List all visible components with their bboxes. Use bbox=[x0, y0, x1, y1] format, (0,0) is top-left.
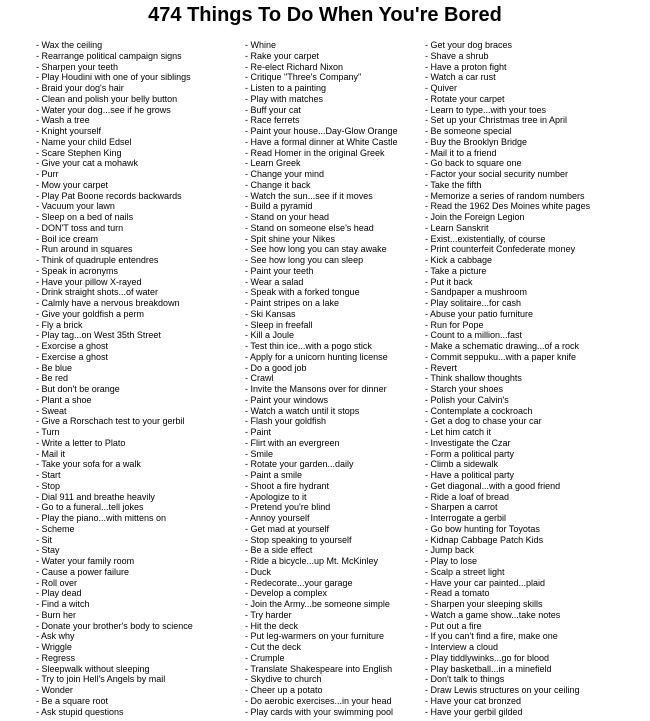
list-item: - Think of quadruple entendres bbox=[36, 255, 159, 265]
list-item: - Re-elect Richard Nixon bbox=[245, 61, 344, 72]
list-item: - Put out a fire bbox=[425, 620, 482, 631]
list-item: - Have your pillow X-rayed bbox=[36, 276, 142, 287]
list-item: - Speak with a forked tongue bbox=[245, 287, 360, 298]
list-item: - Watch a watch until it stops bbox=[245, 405, 360, 416]
list-item: - Play tag...on West 35th Street bbox=[36, 330, 161, 341]
list-item: - Dial 911 and breathe heavily bbox=[36, 491, 155, 502]
list-item: - Paint your teeth bbox=[245, 265, 314, 276]
list-item: - Purr bbox=[36, 169, 59, 179]
list-item: - Buy the Brooklyn Bridge bbox=[425, 136, 528, 147]
list-item: - Put it back bbox=[425, 276, 473, 287]
list-item: - Name your child Edsel bbox=[36, 136, 132, 147]
list-item: - Ski Kansas bbox=[245, 308, 296, 319]
list-item: - Get a dog to chase your car bbox=[425, 416, 542, 427]
list-item: - Stop bbox=[36, 480, 61, 491]
list-item: - Water your dog...see if he grows bbox=[36, 104, 171, 115]
list-item: - Play tiddlywinks...go for blood bbox=[425, 652, 550, 663]
list-item: - Paint your house...Day-Glow Orange bbox=[245, 126, 398, 136]
list-item: - Flirt with an evergreen bbox=[245, 437, 340, 448]
list-item: - Try to join Hell's Angels by mail bbox=[36, 674, 166, 685]
list-item: - Stand on someone else's head bbox=[245, 222, 374, 233]
list-item: - Scare Stephen King bbox=[36, 147, 122, 158]
list-item: - Shave a shrub bbox=[425, 50, 489, 61]
list-item: - Go to a funeral...tell jokes bbox=[36, 502, 144, 513]
list-item: - Rearrange political campaign signs bbox=[36, 50, 182, 61]
list-item: - Have a formal dinner at White Castle bbox=[245, 136, 398, 147]
list-item: - Mail it to a friend bbox=[425, 147, 497, 158]
list-item: - Spit shine your Nikes bbox=[245, 233, 336, 244]
list-item: - Wonder bbox=[36, 685, 73, 695]
list-item: - Learn to type...with your toes bbox=[425, 104, 547, 115]
list-item: - Stay bbox=[36, 545, 60, 556]
page-title: 474 Things To Do When You're Bored bbox=[148, 4, 502, 26]
list-item: - Translate Shakespeare into English bbox=[245, 663, 393, 674]
list-item: - Stand on your head bbox=[245, 212, 330, 222]
list-item: - Exercise a ghost bbox=[36, 351, 109, 362]
list-item: - Invite the Mansons over for dinner bbox=[245, 384, 387, 394]
list-item: - Sharpen your teeth bbox=[36, 61, 119, 72]
list-item: - Play Pat Boone records backwards bbox=[36, 190, 182, 201]
list-item: - Cut the deck bbox=[245, 642, 302, 652]
list-item: - Have a proton fight bbox=[425, 61, 507, 72]
list-item: - Sleepwalk without sleeping bbox=[36, 663, 150, 674]
list-item: - Calmly have a nervous breakdown bbox=[36, 298, 180, 308]
list-item: - DON'T toss and turn bbox=[36, 222, 124, 233]
list-item: - Wash a tree bbox=[36, 115, 90, 126]
list-item: - Burn her bbox=[36, 609, 77, 620]
list-item: - Form a political party bbox=[425, 448, 515, 459]
list-item: - Do a good job bbox=[245, 362, 307, 373]
list-item: - Have a political party bbox=[425, 470, 515, 480]
list-item: - Sleep on a bed of nails bbox=[36, 212, 134, 222]
list-item: - Vacuum your lawn bbox=[36, 201, 115, 212]
list-item: - Scalp a street light bbox=[425, 566, 505, 577]
list-item: - Ride a loaf of bread bbox=[425, 491, 510, 502]
list-item: - Get mad at yourself bbox=[245, 523, 330, 534]
list-column-3 bbox=[425, 40, 590, 717]
list-item: - Have your gerbil gilded bbox=[425, 706, 523, 717]
list-item: - Jump back bbox=[425, 545, 475, 556]
list-item: - Commit seppuku...with a paper knife bbox=[425, 351, 577, 362]
list-item: - Sleep in freefall bbox=[245, 319, 313, 330]
list-item: - Scheme bbox=[36, 523, 75, 534]
list-item: - Let him catch it bbox=[425, 427, 492, 437]
list-item: - Apologize to it bbox=[245, 491, 307, 502]
list-item: - Paint a smile bbox=[245, 470, 303, 480]
list-item: - Speak in acronyms bbox=[36, 265, 119, 276]
list-item: - Whine bbox=[245, 40, 277, 50]
list-item: - Kill a Joule bbox=[245, 330, 295, 341]
list-item: - Clean and polish your belly button bbox=[36, 93, 178, 104]
list-item: - Start bbox=[36, 470, 61, 480]
list-item: - Pretend you're blind bbox=[245, 502, 331, 513]
list-item: - Put leg-warmers on your furniture bbox=[245, 631, 385, 642]
list-item: - Test thin ice...with a pogo stick bbox=[245, 341, 372, 351]
list-item: - Cause a power failure bbox=[36, 566, 130, 577]
list-item: - Boil ice cream bbox=[36, 233, 99, 244]
list-item: - Abuse your patio furniture bbox=[425, 308, 534, 319]
list-item: - Knight yourself bbox=[36, 126, 102, 136]
list-item: - Sharpen a carrot bbox=[425, 502, 498, 513]
list-item: - Crawl bbox=[245, 373, 274, 384]
list-item: - Play to lose bbox=[425, 556, 478, 566]
list-item: - Run for Pope bbox=[425, 319, 484, 330]
list-item: - Watch a car rust bbox=[425, 72, 496, 83]
list-item: - Change your mind bbox=[245, 169, 325, 179]
list-item: - Donate your brother's body to science bbox=[36, 620, 193, 631]
list-item: - Watch a game show...take notes bbox=[425, 609, 561, 620]
list-item: - Read Homer in the original Greek bbox=[245, 147, 385, 158]
list-item: - Try harder bbox=[245, 609, 292, 620]
list-item: - Redecorate...your garage bbox=[245, 577, 353, 588]
list-column-1 bbox=[36, 40, 193, 717]
list-item: - Duck bbox=[245, 566, 272, 577]
list-item: - Draw Lewis structures on your ceiling bbox=[425, 685, 580, 695]
list-item: - Fly a brick bbox=[36, 319, 83, 330]
list-item: - Critique "Three's Company" bbox=[245, 72, 362, 83]
list-item: - Flash your goldfish bbox=[245, 416, 327, 427]
list-item: - Regress bbox=[36, 652, 76, 663]
list-item: - Be someone special bbox=[425, 126, 512, 136]
list-item: - Go bow hunting for Toyotas bbox=[425, 523, 540, 534]
list-item: - Sit bbox=[36, 534, 53, 545]
list-item: - Play Houdini with one of your siblings bbox=[36, 72, 191, 83]
list-item: - But don't be orange bbox=[36, 384, 120, 394]
list-item: - Turn bbox=[36, 427, 60, 437]
list-item: - Sweat bbox=[36, 405, 67, 416]
list-item: - Play cards with your swimming pool bbox=[245, 706, 394, 717]
list-item: - Investigate the Czar bbox=[425, 437, 511, 448]
list-item: - Take a picture bbox=[425, 265, 487, 276]
list-item: - Ask why bbox=[36, 631, 75, 642]
list-item: - Roll over bbox=[36, 577, 78, 588]
list-item: - Interview a cloud bbox=[425, 642, 499, 652]
list-item: - Ride a bicycle...up Mt. McKinley bbox=[245, 556, 379, 566]
list-item: - Listen to a painting bbox=[245, 83, 327, 93]
list-item: - Think shallow thoughts bbox=[425, 373, 522, 384]
list-item: - Sandpaper a mushroom bbox=[425, 287, 528, 298]
list-item: - Write a letter to Plato bbox=[36, 437, 126, 448]
list-item: - Develop a complex bbox=[245, 588, 328, 599]
list-item: - Count to a million...fast bbox=[425, 330, 523, 341]
list-item: - Build a pyramid bbox=[245, 201, 313, 212]
list-item: - Take your sofa for a walk bbox=[36, 459, 141, 470]
list-item: - Kidnap Cabbage Patch Kids bbox=[425, 534, 544, 545]
list-item: - Quiver bbox=[425, 83, 458, 93]
list-item: - Have your car painted...plaid bbox=[425, 577, 546, 588]
list-item: - Join the Foreign Legion bbox=[425, 212, 525, 222]
list-item: - Cheer up a potato bbox=[245, 685, 323, 695]
list-item: - Play basketball...in a minefield bbox=[425, 663, 552, 674]
list-item: - Find a witch bbox=[36, 599, 90, 609]
list-item: - Read a tomato bbox=[425, 588, 490, 599]
list-item: - Give your goldfish a perm bbox=[36, 308, 145, 319]
list-item: - Play the piano...with mittens on bbox=[36, 513, 167, 523]
list-item: - Rotate your garden...daily bbox=[245, 459, 354, 470]
list-item: - Exorcise a ghost bbox=[36, 341, 109, 351]
list-item: - Exist...existentially, of course bbox=[425, 233, 546, 244]
list-item: - See how long you can sleep bbox=[245, 255, 364, 265]
list-item: - Learn Sanskrit bbox=[425, 222, 489, 233]
list-item: - Shoot a fire hydrant bbox=[245, 480, 330, 491]
list-item: - Be a side effect bbox=[245, 545, 313, 556]
list-item: - Paint your windows bbox=[245, 394, 329, 405]
list-item: - Drink straight shots...of water bbox=[36, 287, 159, 298]
list-column-2 bbox=[245, 40, 398, 717]
list-item: - Factor your social security number bbox=[425, 169, 569, 179]
list-item: - Rake your carpet bbox=[245, 50, 320, 61]
list-item: - Make a schematic drawing...of a rock bbox=[425, 341, 580, 351]
list-item: - Water your family room bbox=[36, 556, 135, 566]
list-item: - Do aerobic exercises...in your head bbox=[245, 695, 392, 706]
list-item: - Take the fifth bbox=[425, 179, 482, 190]
list-item: - Don't talk to things bbox=[425, 674, 505, 685]
list-item: - Join the Army...be someone simple bbox=[245, 599, 390, 609]
list-item: - Change it back bbox=[245, 179, 311, 190]
list-item: - Be red bbox=[36, 373, 69, 384]
list-item: - Mail it bbox=[36, 448, 65, 459]
list-item: - Get your dog braces bbox=[425, 40, 513, 50]
list-item: - Braid your dog's hair bbox=[36, 83, 124, 93]
list-item: - Hit the deck bbox=[245, 620, 299, 631]
list-item: - Annoy yourself bbox=[245, 513, 310, 523]
list-item: - Rotate your carpet bbox=[425, 93, 505, 104]
list-item: - Sharpen your sleeping skills bbox=[425, 599, 543, 609]
list-item: - Climb a sidewalk bbox=[425, 459, 499, 470]
list-item: - Wax the ceiling bbox=[36, 40, 103, 50]
list-item: - Interrogate a gerbil bbox=[425, 513, 507, 523]
list-item: - Memorize a series of random numbers bbox=[425, 190, 585, 201]
list-item: - Polish your Calvin's bbox=[425, 394, 509, 405]
list-item: - Stop speaking to yourself bbox=[245, 534, 352, 545]
list-item: - Ask stupid questions bbox=[36, 706, 124, 717]
list-item: - Be a square root bbox=[36, 695, 109, 706]
list-item: - Kick a cabbage bbox=[425, 255, 493, 265]
list-item: - Skydive to church bbox=[245, 674, 322, 685]
list-item: - Go back to square one bbox=[425, 158, 522, 169]
list-item: - Run around in squares bbox=[36, 244, 133, 255]
list-item: - Race ferrets bbox=[245, 115, 300, 126]
list-item: - Play solitaire...for cash bbox=[425, 298, 522, 308]
list-item: - Set up your Christmas tree in April bbox=[425, 115, 568, 126]
list-item: - Be blue bbox=[36, 362, 73, 373]
list-item: - Plant a shoe bbox=[36, 394, 92, 405]
list-item: - Starch your shoes bbox=[425, 384, 504, 394]
list-item: - Have your cat bronzed bbox=[425, 695, 522, 706]
list-item: - Read the 1962 Des Moines white pages bbox=[425, 201, 591, 212]
list-item: - Revert bbox=[425, 362, 458, 373]
list-item: - Watch the sun...see if it moves bbox=[245, 190, 373, 201]
list-item: - See how long you can stay awake bbox=[245, 244, 387, 255]
list-item: - Get diagonal...with a good friend bbox=[425, 480, 561, 491]
list-item: - Crumple bbox=[245, 652, 285, 663]
list-item: - Print counterfeit Confederate money bbox=[425, 244, 576, 255]
list-item: - Paint bbox=[245, 427, 272, 437]
list-item: - Wriggle bbox=[36, 642, 72, 652]
list-item: - Learn Greek bbox=[245, 158, 301, 169]
list-item: - Give a Rorschach test to your gerbil bbox=[36, 416, 185, 427]
list-item: - Wear a salad bbox=[245, 276, 304, 287]
list-item: - If you can't find a fire, make one bbox=[425, 631, 558, 642]
list-item: - Buff your cat bbox=[245, 104, 301, 115]
list-item: - Smile bbox=[245, 448, 274, 459]
list-item: - Apply for a unicorn hunting license bbox=[245, 351, 388, 362]
list-item: - Contemplate a cockroach bbox=[425, 405, 533, 416]
list-item: - Play dead bbox=[36, 588, 82, 599]
list-item: - Mow your carpet bbox=[36, 179, 109, 190]
list-item: - Play with matches bbox=[245, 93, 324, 104]
list-item: - Paint stripes on a lake bbox=[245, 298, 340, 308]
list-item: - Give your cat a mohawk bbox=[36, 158, 139, 169]
